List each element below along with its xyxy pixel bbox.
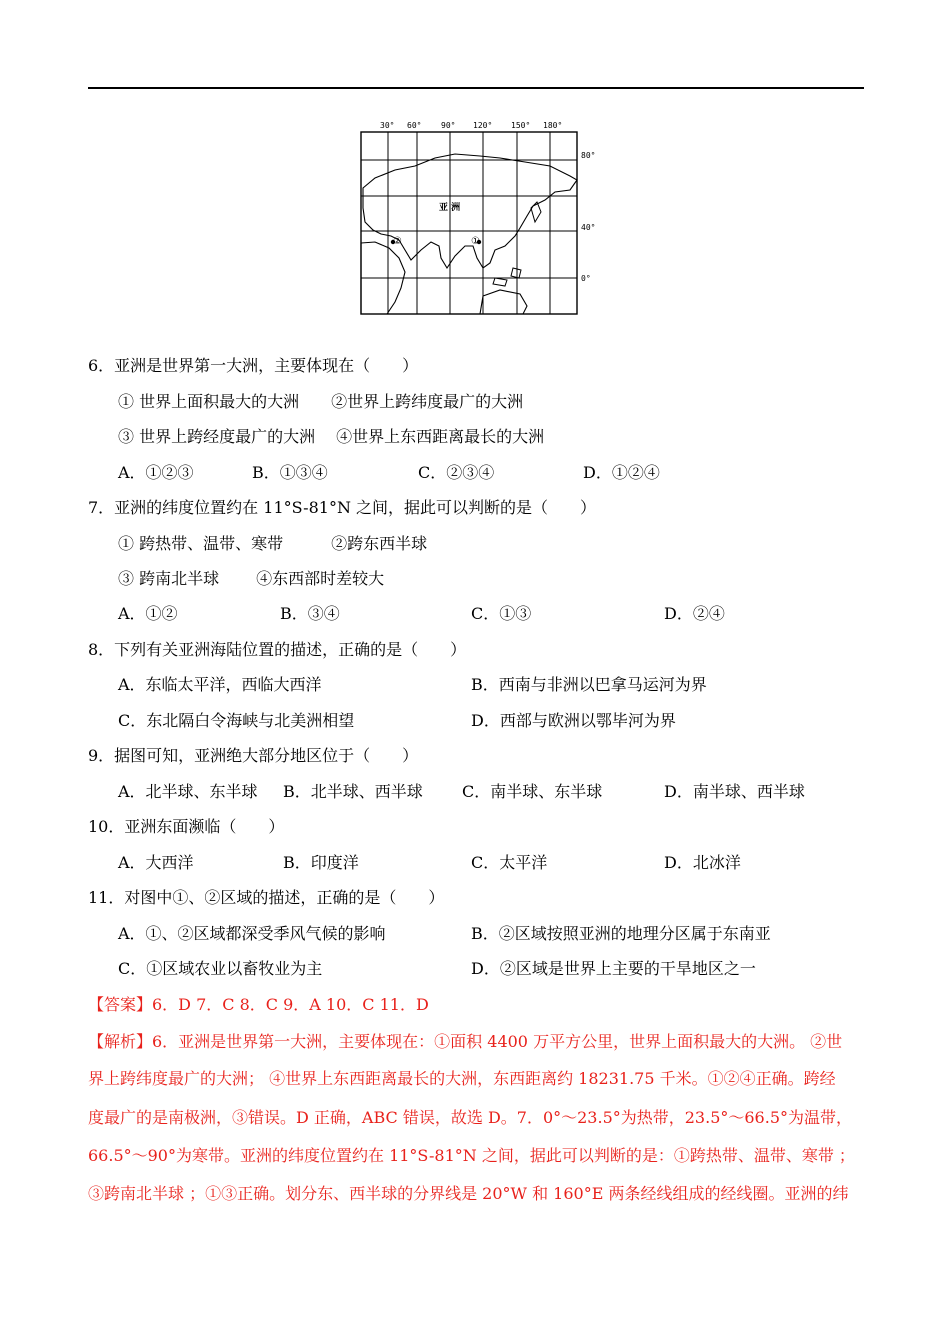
q8-option-b[interactable]: B．西南与非洲以巴拿马运河为界 [471, 675, 707, 694]
q11-option-c[interactable]: C．①区域农业以畜牧业为主 [118, 959, 323, 978]
q7-statement-1: ① 跨热带、温带、寒带 ②跨东西半球 [118, 534, 428, 553]
q8-stem: 8．下列有关亚洲海陆位置的描述，正确的是（ ） [88, 640, 467, 659]
q10-option-c[interactable]: C．太平洋 [471, 853, 548, 872]
australia-landmass [480, 290, 527, 314]
q11-option-b[interactable]: B．②区域按照亚洲的地理分区属于东南亚 [471, 924, 771, 943]
q10-stem: 10．亚洲东面濒临（ ） [88, 817, 285, 836]
lon-label-180: 180° [543, 121, 563, 130]
q11-stem: 11．对图中①、②区域的描述，正确的是（ ） [88, 888, 445, 907]
q6-option-d[interactable]: D．①②④ [583, 463, 660, 482]
lat-label-40: 40° [581, 223, 596, 232]
q7-option-c[interactable]: C．①③ [471, 604, 532, 623]
q7-stem: 7．亚洲的纬度位置约在 11°S-81°N 之间，据此可以判断的是（ ） [88, 498, 597, 517]
q9-option-c[interactable]: C．南半球、东半球 [462, 782, 603, 801]
asia-label: 亚 洲 [439, 203, 461, 213]
lon-label-60: 60° [407, 121, 422, 130]
header-rule [88, 87, 864, 89]
q11-option-a[interactable]: A．①、②区域都深受季风气候的影响 [118, 924, 386, 943]
lat-label-80: 80° [581, 151, 596, 160]
q8-option-a[interactable]: A．东临太平洋，西临大西洋 [118, 675, 322, 694]
q10-option-d[interactable]: D．北冰洋 [664, 853, 741, 872]
marker-2-label: ② [393, 236, 402, 247]
eurasia-landmass [363, 154, 577, 268]
q8-option-d[interactable]: D．西部与欧洲以鄂毕河为界 [471, 711, 676, 730]
q7-option-d[interactable]: D．②④ [664, 604, 725, 623]
analysis-line-2: 界上跨纬度最广的大洲； ④世界上东西距离最长的大洲，东西距离约 18231.75 千米。①②④正确。跨经 [88, 1069, 836, 1088]
asia-map [355, 118, 605, 318]
marker-1-label: ① [471, 236, 480, 247]
q9-option-d[interactable]: D．南半球、西半球 [664, 782, 805, 801]
q11-option-d[interactable]: D．②区域是世界上主要的干旱地区之一 [471, 959, 756, 978]
q6-statement-2: ③ 世界上跨经度最广的大洲 ④世界上东西距离最长的大洲 [118, 427, 545, 446]
q9-stem: 9．据图可知，亚洲绝大部分地区位于（ ） [88, 746, 419, 765]
map-frame [361, 132, 577, 314]
map-grid [361, 132, 577, 314]
q6-option-c[interactable]: C．②③④ [418, 463, 495, 482]
q9-option-a[interactable]: A．北半球、东半球 [118, 782, 258, 801]
analysis-line-3: 度最广的是南极洲，③错误。D 正确，ABC 错误，故选 D。7．0°～23.5°为热带，23.5°～66.5°为温带， [88, 1108, 853, 1127]
answer-line: 【答案】6．D 7．C 8．C 9．A 10．C 11．D [88, 995, 429, 1014]
q6-statement-1: ① 世界上面积最大的大洲 ②世界上跨纬度最广的大洲 [118, 392, 524, 411]
lat-label-0: 0° [581, 274, 591, 283]
q6-option-a[interactable]: A．①②③ [118, 463, 194, 482]
q8-option-c[interactable]: C．东北隔白令海峡与北美洲相望 [118, 711, 355, 730]
q9-option-b[interactable]: B．北半球、西半球 [283, 782, 423, 801]
q7-option-b[interactable]: B．③④ [280, 604, 340, 623]
q7-option-a[interactable]: A．①② [118, 604, 178, 623]
q10-option-b[interactable]: B．印度洋 [283, 853, 359, 872]
analysis-line-5: ③跨南北半球 ；①③正确。划分东、西半球的分界线是 20°W 和 160°E 两条经线组成的经线圈。亚洲的纬 [88, 1184, 849, 1203]
lon-label-150: 150° [511, 121, 531, 130]
analysis-line-1: 【解析】6．亚洲是世界第一大洲，主要体现在：①面积 4400 万平方公里，世界上面积最大的大洲。 ②世 [88, 1032, 843, 1051]
lon-label-90: 90° [441, 121, 456, 130]
q10-option-a[interactable]: A．大西洋 [118, 853, 194, 872]
lon-label-30: 30° [380, 121, 395, 130]
q7-statement-2: ③ 跨南北半球 ④东西部时差较大 [118, 569, 385, 588]
q6-stem: 6．亚洲是世界第一大洲，主要体现在（ ） [88, 356, 419, 375]
q6-option-b[interactable]: B．①③④ [252, 463, 328, 482]
analysis-line-4: 66.5°～90°为寒带。亚洲的纬度位置约在 11°S-81°N 之间，据此可以判断的是：①跨热带、温带、寒带 ； [88, 1146, 855, 1165]
asia-map-figure [355, 118, 605, 318]
lon-label-120: 120° [473, 121, 493, 130]
